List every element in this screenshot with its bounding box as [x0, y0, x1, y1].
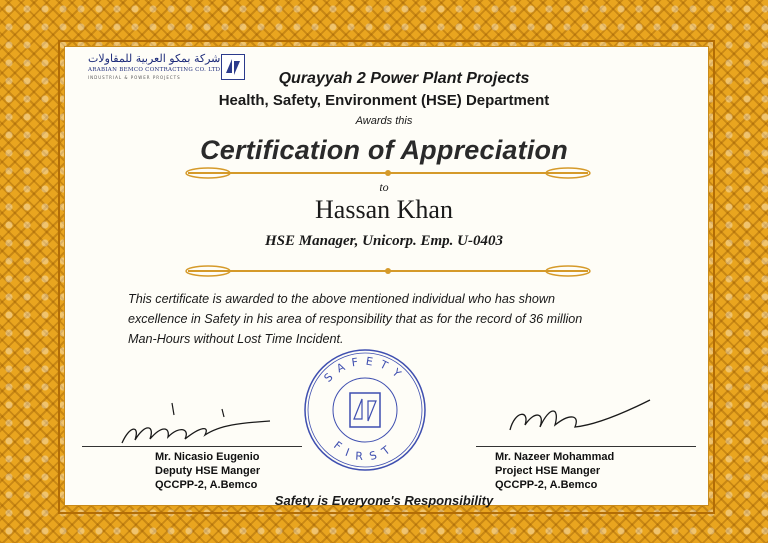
- awards-line: Awards this: [355, 115, 413, 127]
- body-line: excellence in Safety in his area of responsibility that as for the record of 36 million: [128, 312, 583, 326]
- signatory-org: QCCPP-2, A.Bemco: [155, 479, 258, 491]
- recipient-name: Hassan Khan: [315, 195, 453, 224]
- signatory-name: Mr. Nicasio Eugenio: [155, 451, 260, 463]
- company-division: INDUSTRIAL & POWER PROJECTS: [88, 75, 181, 80]
- safety-first-stamp: [300, 345, 430, 475]
- signatory-name: Mr. Nazeer Mohammad: [495, 451, 615, 463]
- signatory-title: Deputy HSE Manger: [155, 465, 261, 477]
- project-name: Qurayyah 2 Power Plant Projects: [278, 70, 530, 87]
- to-label: to: [379, 180, 389, 194]
- certificate-body: [128, 289, 648, 349]
- ornament-divider-top: [168, 166, 608, 180]
- stamp-top-text: SAFETY: [321, 354, 409, 385]
- department-name: Health, Safety, Environment (HSE) Department: [218, 92, 550, 109]
- signature-line-left: [82, 446, 302, 447]
- signatory-title: Project HSE Manger: [495, 465, 601, 477]
- signatory-left: [155, 450, 260, 492]
- body-line: This certificate is awarded to the above mentioned individual who has shown: [128, 292, 556, 306]
- signatory-org: QCCPP-2, A.Bemco: [495, 479, 598, 491]
- stamp-bottom-text: FIRST: [331, 438, 399, 464]
- footer-slogan: Safety is Everyone's Responsibility: [274, 493, 494, 508]
- signature-line-right: [476, 446, 696, 447]
- company-arabic-name: شركة بمكو العربية للمقاولات: [88, 52, 221, 65]
- company-english-name: ARABIAN BEMCO CONTRACTING CO. LTD: [88, 67, 221, 73]
- stamp-logo-icon: [350, 393, 380, 427]
- signatory-right: [495, 450, 614, 492]
- ornament-divider-bottom: [168, 264, 608, 278]
- body-line: Man-Hours without Lost Time Incident.: [128, 332, 344, 346]
- signature-right: [500, 385, 660, 445]
- certificate-title: Certification of Appreciation: [200, 135, 568, 165]
- recipient-position: HSE Manager, Unicorp. Emp. U-0403: [265, 233, 503, 249]
